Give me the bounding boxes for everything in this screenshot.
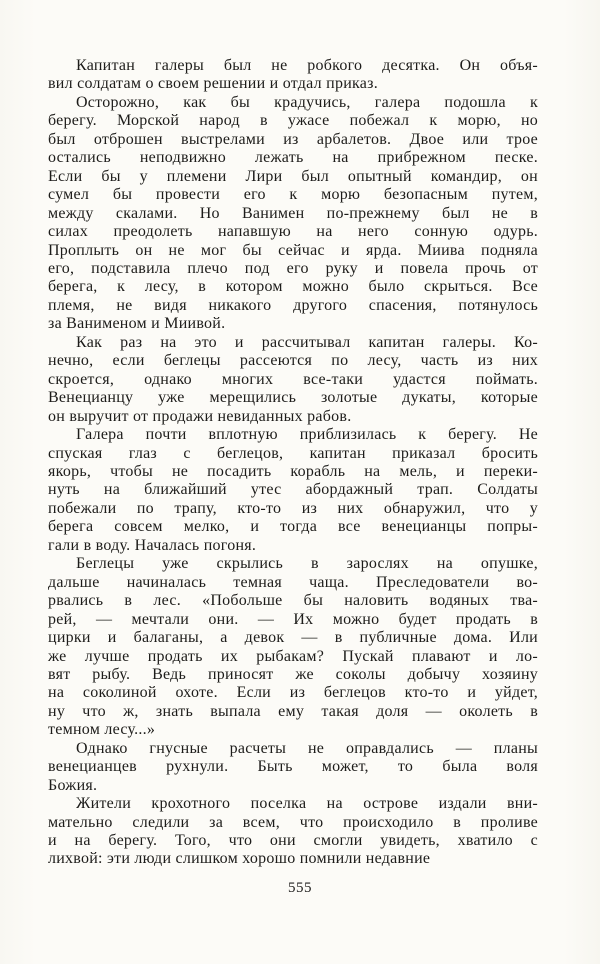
text-line: Однако гнусные расчеты не оправдались — планы [76,739,538,757]
text-line: лихвой: эти люди слишком хорошо помнили недавние [48,850,431,868]
text-line: Жители крохотного поселка на острове издали вни- [76,795,538,813]
text-block [48,57,538,869]
text-line: между скалами. Но Ванимен по-прежнему был не в [48,204,538,222]
text-line: Божия. [48,776,98,794]
text-line: и на берегу. Того, что они смогли увидеть, хватило с [48,832,538,850]
text-line: Галера почти вплотную приблизилась к берегу. Не [76,426,538,444]
text-line: гали в воду. Началась погоня. [48,536,257,554]
text-line: за Ванименом и Миивой. [48,315,226,333]
text-line: спуская глаз с беглецов, капитан приказал бросить [48,444,538,462]
text-line: Проплыть он не мог бы сейчас и ярда. Миива подняла [48,241,538,259]
text-line: нуть на ближайший утес абордажный трап. Солдаты [48,481,538,499]
text-line: Капитан галеры был не робкого десятка. Он объя- [76,57,538,74]
text-line: мательно следили за всем, что происходило в проливе [48,813,538,831]
text-line: цирки и балаганы, а девок — в публичные дома. Или [48,629,538,647]
text-line: скроется, однако многих все-таки удастся поймать. [48,370,538,388]
text-line: вят рыбу. Ведь приносят же соколы добычу хозяину [48,665,538,683]
text-line: остались неподвижно лежать на прибрежном песке. [48,149,538,167]
text-line: венецианцев рухнули. Быть может, то была воля [48,758,538,776]
text-line: он выручит от продажи невиданных рабов. [48,407,352,425]
page-number: 555 [288,880,312,896]
text-line: же лучше продать их рыбакам? Пускай плавают и ло- [48,647,538,665]
text-line: племя, не видя никакого другого спасения, потянулось [48,296,538,314]
text-line: на соколиной охоте. Если из беглецов кто-то и уйдет, [48,684,538,702]
text-line: якорь, чтобы не посадить корабль на мель, и переки- [48,462,538,480]
text-line: Осторожно, как бы крадучись, галера подошла к [76,93,538,111]
text-line: берега, к лесу, в котором можно было скрыться. Все [48,278,538,296]
text-line: дальше начиналась темная чаща. Преследователи во- [48,573,538,591]
text-line: Если бы у племени Лири был опытный командир, он [48,167,538,185]
text-line: силах преодолеть напавшую на него сонную одурь. [48,223,538,241]
text-line: рей, — мечтали они. — Их можно будет продать в [48,610,538,628]
text-line: побежали по трапу, кто-то из них обнаружил, что у [48,499,538,517]
text-line: берега совсем мелко, и тогда все венецианцы попры- [48,518,538,536]
text-line: Беглецы уже скрылись в зарослях на опушке, [76,555,538,573]
text-line: Как раз на это и рассчитывал капитан галеры. Ко- [76,333,538,351]
text-line: ну что ж, знать выпала ему такая доля — околеть в [48,702,538,720]
text-line: берегу. Морской народ в ужасе побежал к морю, но [48,112,538,130]
text-line: его, подставила плечо под его руку и повела прочь от [48,259,538,277]
text-line: темном лесу...» [48,721,156,739]
text-line: вил солдатам о своем решении и отдал приказ. [48,75,378,93]
text-line: сумел бы провести его к морю безопасным путем, [48,186,538,204]
text-line: Венецианцу уже мерещились золотые дукаты, которые [48,389,538,407]
text-line: был отброшен выстрелами из арбалетов. Двое или трое [48,130,538,148]
text-line: рвались в лес. «Побольше бы наловить водяных тва- [48,592,538,610]
text-line: нечно, если беглецы рассеются по лесу, часть из них [48,352,538,370]
